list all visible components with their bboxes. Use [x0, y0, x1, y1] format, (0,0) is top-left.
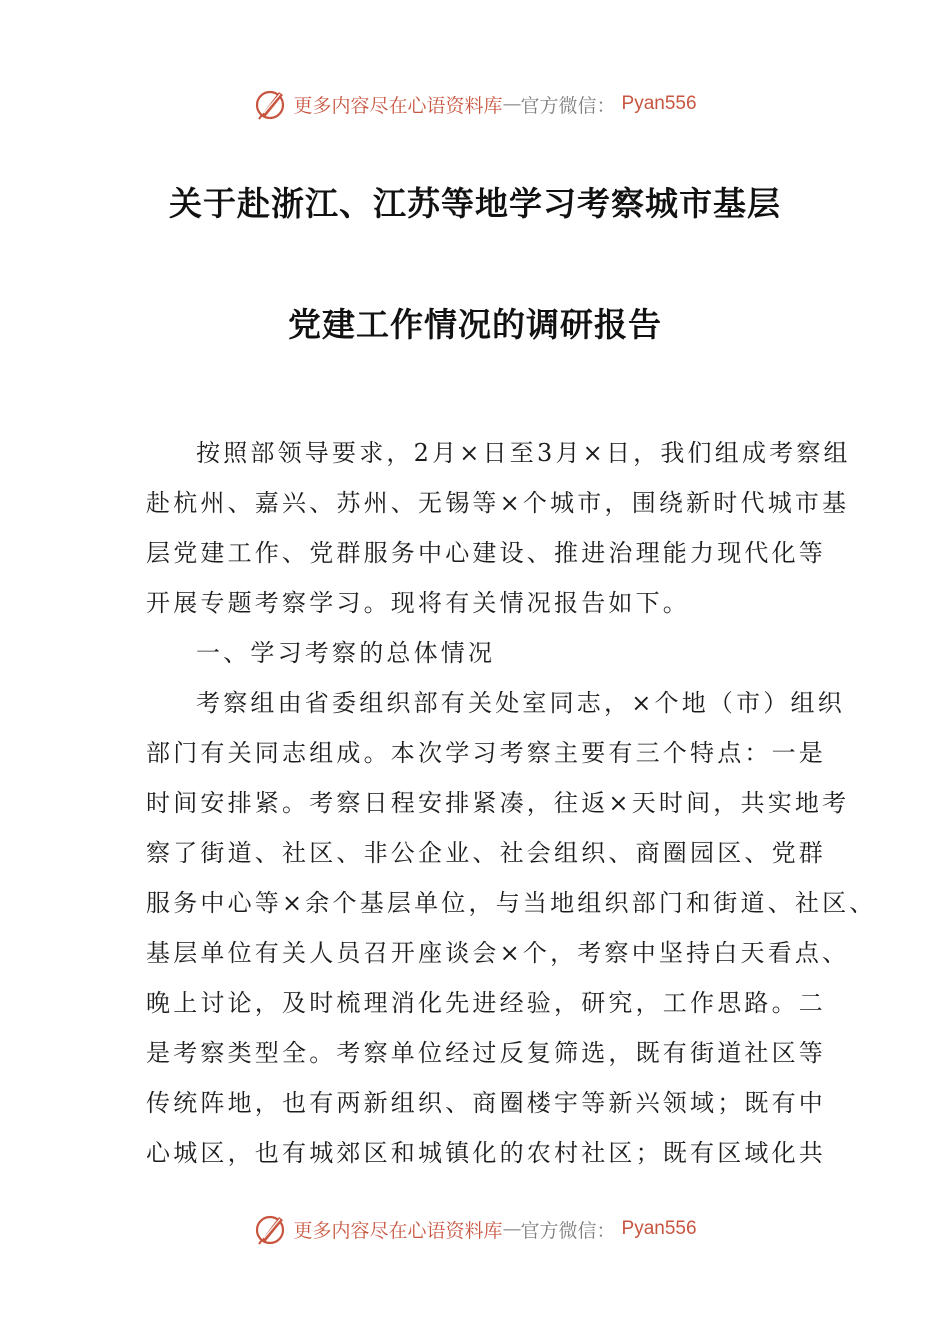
body-line: 考察组由省委组织部有关处室同志，×个地（市）组织: [196, 689, 845, 717]
header-watermark: [0, 82, 950, 126]
body-line: 服务中心等×余个基层单位，与当地组织部门和街道、社区、: [146, 889, 877, 917]
document-body: [146, 428, 877, 1178]
body-line: 时间安排紧。考察日程安排紧凑，往返×天时间，共实地考: [146, 789, 850, 817]
body-line: 按照部领导要求，2月×日至3月×日，我们组成考察组: [196, 439, 851, 467]
body-line: 赴杭州、嘉兴、苏州、无锡等×个城市，围绕新时代城市基: [146, 489, 850, 517]
document-title-line-2: 党建工作情况的调研报告: [288, 305, 662, 344]
watermark-dash: —: [502, 93, 521, 115]
body-line: 察了街道、社区、非公企业、社会组织、商圈园区、党群: [146, 839, 826, 867]
body-line: 传统阵地，也有两新组织、商圈楼宇等新兴领域；既有中: [146, 1089, 826, 1117]
body-line: 晚上讨论，及时梳理消化先进经验，研究，工作思路。二: [146, 989, 826, 1017]
watermark-colon: ：: [596, 94, 616, 117]
watermark-wechat-id: Pyan556: [621, 93, 697, 114]
quill-pen-logo-icon: [253, 1211, 289, 1247]
watermark-label: 官方微信: [520, 94, 597, 117]
body-line: 部门有关同志组成。本次学习考察主要有三个特点：一是: [146, 739, 826, 767]
watermark-label: 官方微信: [520, 1219, 597, 1242]
watermark-dash: —: [502, 1218, 521, 1240]
body-line: 心城区，也有城郊区和城镇化的农村社区；既有区域化共: [146, 1139, 826, 1167]
quill-pen-logo-icon: [253, 86, 289, 122]
section-heading: 一、学习考察的总体情况: [196, 639, 496, 667]
watermark-main-text: 更多内容尽在心语资料库: [293, 94, 503, 117]
document-title-line-1: 关于赴浙江、江苏等地学习考察城市基层: [169, 184, 781, 223]
body-line: 层党建工作、党群服务中心建设、推进治理能力现代化等: [146, 539, 826, 567]
footer-watermark: [0, 1207, 950, 1251]
body-line: 是考察类型全。考察单位经过反复筛选，既有街道社区等: [146, 1039, 826, 1067]
body-line: 开展专题考察学习。现将有关情况报告如下。: [146, 589, 690, 617]
watermark-wechat-id: Pyan556: [621, 1218, 697, 1239]
watermark-colon: ：: [596, 1219, 616, 1242]
body-line: 基层单位有关人员召开座谈会×个，考察中坚持白天看点、: [146, 939, 850, 967]
watermark-main-text: 更多内容尽在心语资料库: [293, 1219, 503, 1242]
